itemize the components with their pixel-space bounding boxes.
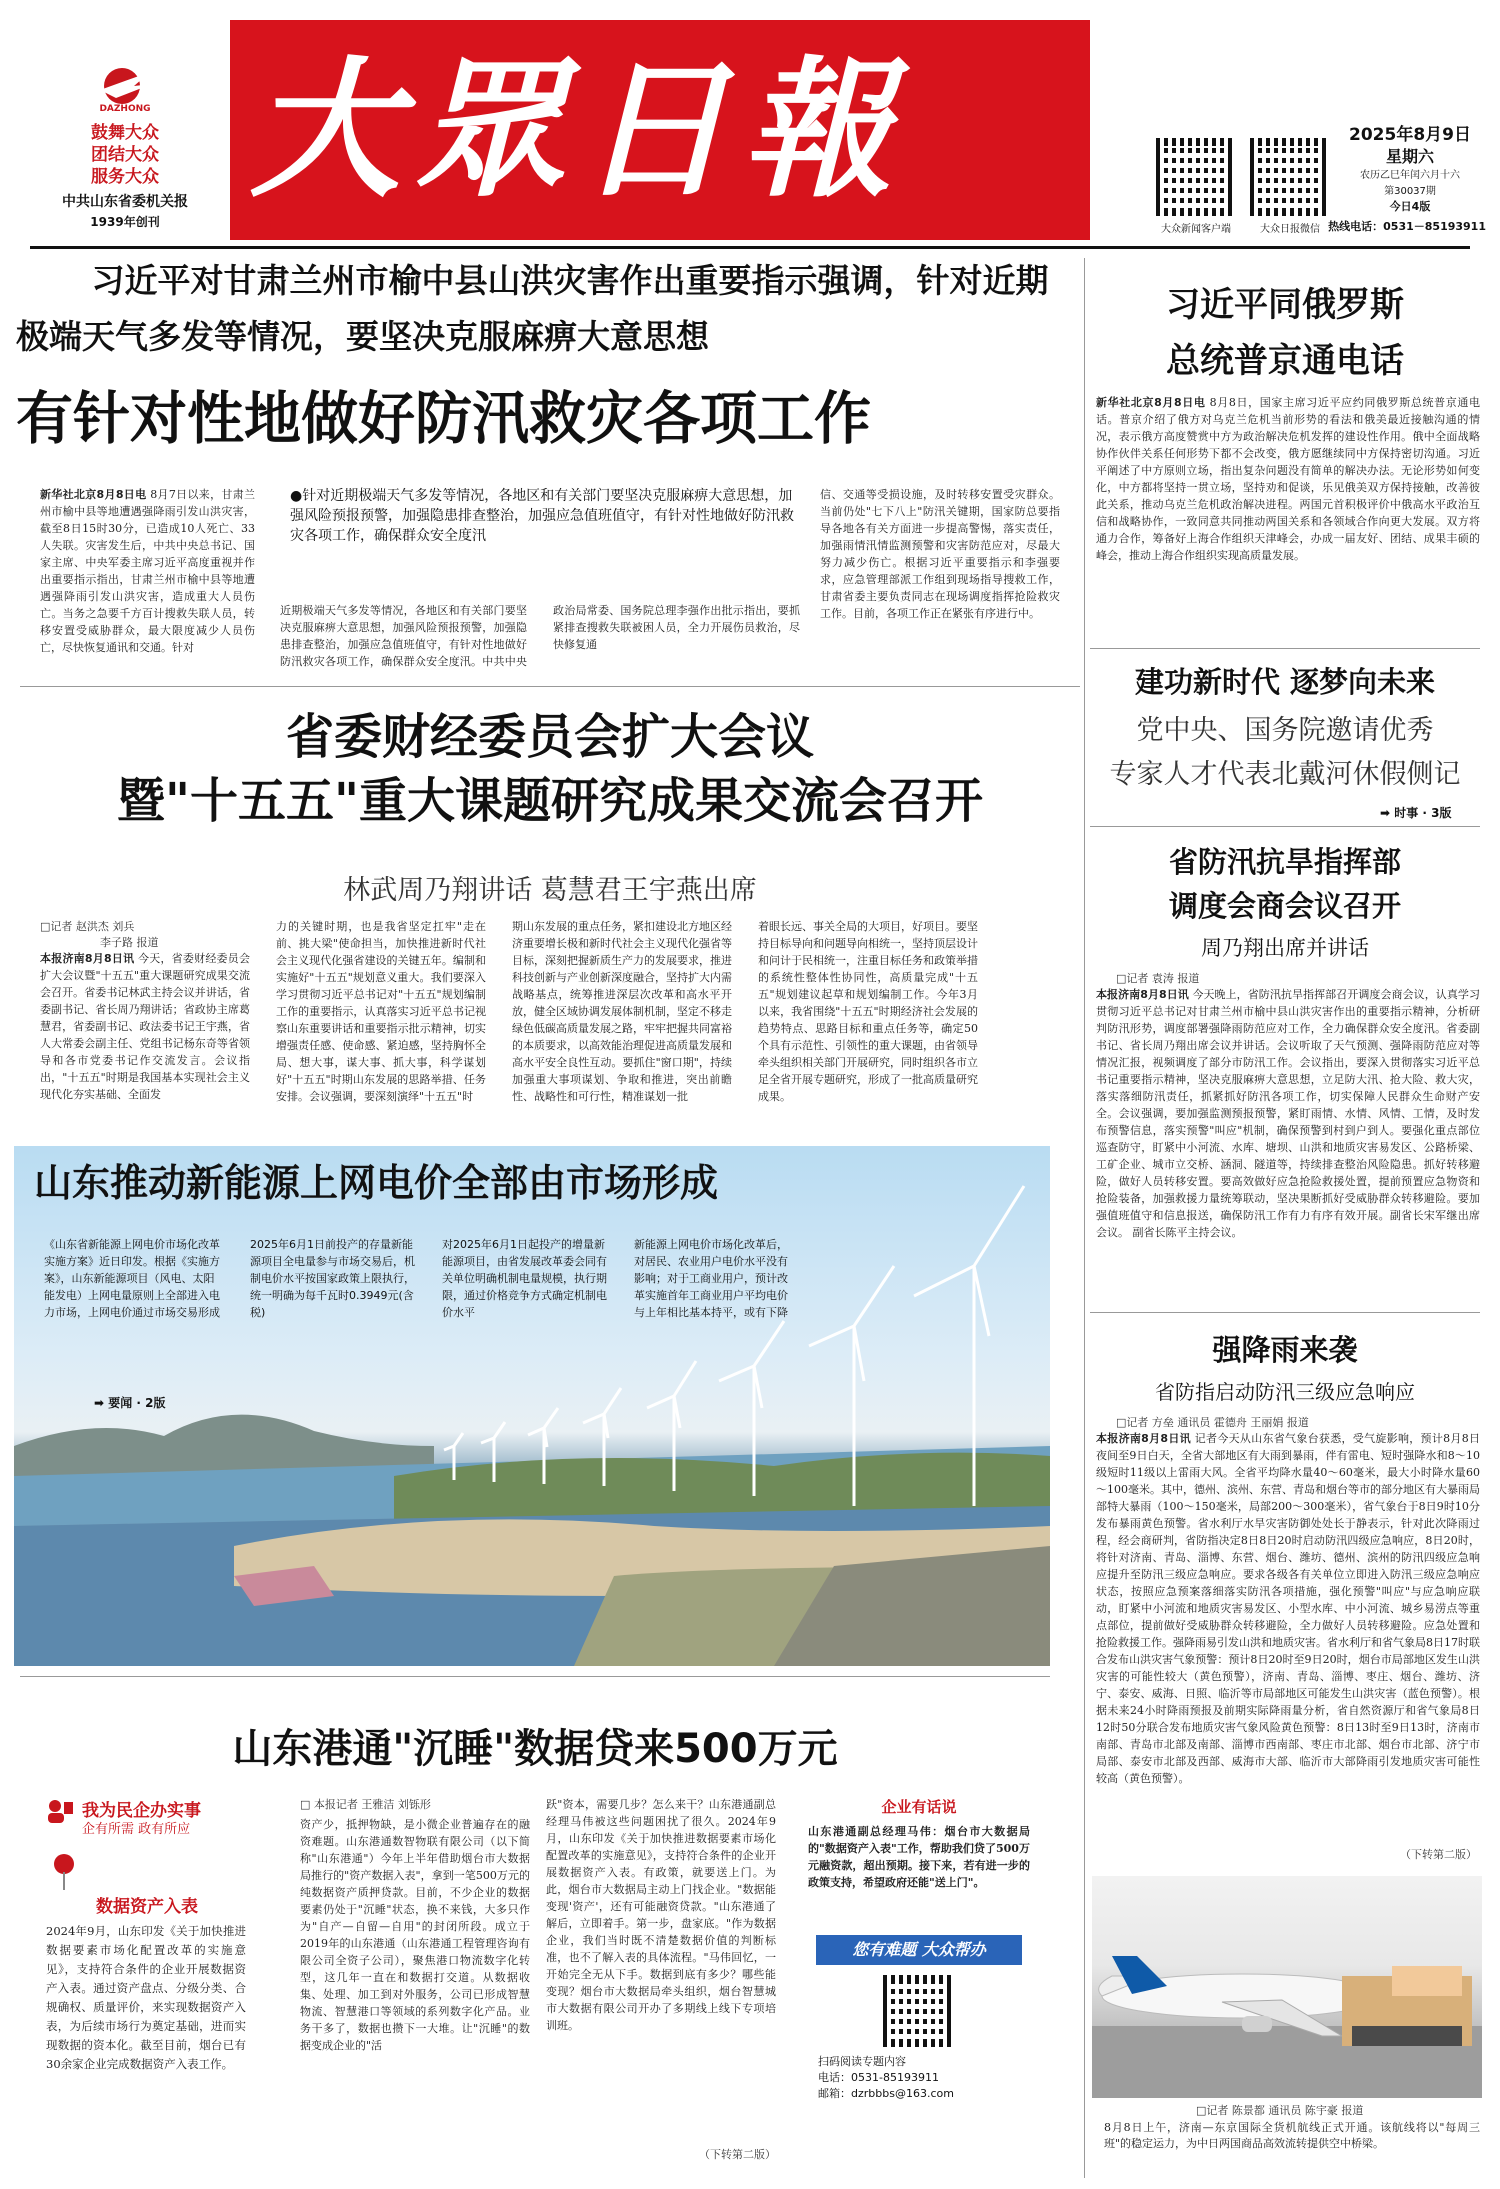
finance-headline-1: 省委财经委员会扩大会议 — [285, 709, 814, 765]
date-block — [1340, 124, 1480, 215]
qr-code-app-icon[interactable] — [1156, 138, 1234, 216]
issue-number: 第30037期 — [1384, 186, 1436, 197]
port-email[interactable]: 邮箱：dzrbbbs@163.com — [818, 2087, 954, 2100]
lead-kicker-2: 极端天气多发等情况，要坚决克服麻痹大意思想 — [16, 317, 709, 356]
finance-byline-2: 李子路 报道 — [100, 936, 159, 949]
rain-dateline: 本报济南8月8日讯 — [1096, 1432, 1191, 1445]
qr1-label: 大众新闻客户端 — [1161, 224, 1231, 235]
port-headline: 山东港通"沉睡"数据贷来500万元 — [232, 1726, 838, 1772]
port-col-2 — [546, 1796, 776, 2166]
putin-headline-2: 总统普京通电话 — [1166, 341, 1404, 381]
flood-hq-text: 今天晚上，省防汛抗旱指挥部召开调度会商会议，认真学习贯彻习近平总书记对甘肃兰州市榆中县山洪灾害作出的重要指示精神，分析研判防汛形势，调度部署强降雨防范应对工作，全力确保群众安全度汛。省委副书记、省长周乃翔出席会议并讲话。会议听取了天气预测、强降雨防范应对等情况汇报，视频调度了部分市防汛工作。会议指出，要深入贯彻落实习近平总书记重要指示精神，坚决克服麻痹大意思想，立足防大汛、抢大险、救大灾，落实落细防汛责任，抓紧抓好防汛各项工作，切实保障人民群众生命财产安全。会议强调，要加强监测预报预警，紧盯雨情、水情、风情、工情，及时发布预警信息，落实预警"叫应"机制，确保预警到村到户到人。要强化重点部位巡查防守，盯紧中小河流、水库、塘坝、山洪和地质灾害易发区、公路桥梁、工矿企业、城市立交桥、涵洞、隧道等，持续排查整治风险隐患。抓好转移避险，做好人员转移安置。要高效做好应急抢险救援处置，提前预置应急物资和抢险装备，加强救援力量统筹联动，坚决果断抓好受威胁群众转移避险。要加强值班值守和信息报送，确保防汛工作有力有序有效开展。副省长宋军继出席会议。 — [1096, 988, 1480, 1239]
port-voice-text: 山东港通副总经理马伟：烟台市大数据局的"数据资产入表"工作，帮助我们贷了500万元融资款，超出预期。接下来，若有进一步的政策支持，希望政府还能"送上门"。 — [808, 1825, 1030, 1889]
rain-body — [1096, 1430, 1480, 1844]
wind-farm-scene-icon — [14, 1146, 1050, 1666]
cargo-plane-photo — [1092, 1876, 1482, 2098]
brand-block — [50, 64, 200, 234]
flood-hq-headline-1: 省防汛抗旱指挥部 — [1168, 845, 1401, 879]
brand-en: DAZHONG — [99, 104, 151, 114]
lead-col-3: 信、交通等受损设施，及时转移安置受灾群众。当前仍处"七下八上"防汛关键期，国家防总要指导各地各有关方面进一步提高警惕，落实责任，加强雨情汛情监测预警和灾害防范应对，尽最大努力减少伤亡。根据习近平重要指示和李强要求，应急管理部派工作组到现场指导搜救工作，甘肃省委主要负责同志在现场调度指挥抢险救灾工作。目前，各项工作正在紧张有序进行中。 — [820, 488, 1060, 620]
qr2-label: 大众日报微信 — [1260, 224, 1320, 235]
finance-headline-2: 暨"十五五"重大课题研究成果交流会召开 — [116, 773, 984, 829]
port-qr-code-icon[interactable] — [883, 1975, 955, 2047]
slogan-3: 服务大众 — [91, 167, 159, 187]
flood-hq-dateline: 本报济南8月8日讯 — [1096, 988, 1189, 1001]
flood-hq-bottom-rule — [1090, 1312, 1480, 1313]
lead-highlight: ●针对近期极端天气多发等情况，各地区和有关部门要坚决克服麻痹大意思想，加强风险预报预警，加强隐患排查整治，加强应急值班值守，有针对性地做好防汛救灾各项工作，确保群众安全度汛 — [290, 488, 794, 544]
experts-jump[interactable]: ➡ 时事 · 3版 — [1380, 806, 1452, 820]
page-count: 今日4版 — [1389, 200, 1431, 213]
energy-box-3: 对2025年6月1日起投产的增量新能源项目，由省发展改革委会同有关单位明确机制电量规模，执行期限，通过价格竞争方式确定机制电价水平 — [442, 1238, 607, 1319]
port-column-slogan: 企有所需 政有所应 — [82, 1822, 191, 1837]
finance-col-1 — [40, 918, 250, 1148]
pushpin-icon — [50, 1852, 80, 1892]
port-byline: □ 本报记者 王雅洁 刘铄形 — [300, 1798, 431, 1811]
port-voice-title: 企业有话说 — [881, 1798, 957, 1816]
flood-hq-deputy: 副省长陈平主持会议。 — [1132, 1226, 1243, 1239]
port-col-2-jump[interactable]: （下转第二版） — [699, 2148, 776, 2161]
weekday: 星期六 — [1385, 147, 1434, 166]
experts-bottom-rule — [1090, 826, 1480, 827]
issue-date: 2025年8月9日 — [1349, 125, 1471, 145]
energy-box-2: 2025年6月1日前投产的存量新能源项目全电量参与市场交易后，机制电价水平按国家政策上限执行，统一明确为每千瓦时0.3949元(含税) — [250, 1238, 415, 1319]
energy-jump[interactable]: ➡ 要闻 · 2版 — [94, 1396, 166, 1410]
experts-headline: 建功新时代 逐梦向未来 — [1134, 665, 1436, 699]
port-side-column — [46, 1796, 256, 2156]
port-scan-text: 扫码阅读专题内容 — [818, 2055, 906, 2068]
rain-jump[interactable]: （下转第二版） — [1400, 1848, 1477, 1861]
slogan-2: 团结大众 — [91, 145, 159, 165]
finance-sub: 林武周乃翔讲话 葛慧君王宇燕出席 — [343, 875, 757, 906]
experts-sub-1: 党中央、国务院邀请优秀 — [1136, 715, 1434, 746]
newspaper-title: 大眾日報 — [250, 42, 907, 218]
helper-person-icon — [46, 1798, 74, 1824]
energy-box-4: 新能源上网电价市场化改革后，对居民、农业用户电价水平没有影响；对于工商业用户，预计改革实施首年工商业用户平均电价与上年相比基本持平，或有下降 — [634, 1238, 788, 1319]
wind-farm-photo — [14, 1146, 1050, 1666]
organ-info — [50, 192, 200, 232]
finance-col-2: 力的关键时期，也是我省坚定扛牢"走在前、挑大梁"使命担当，加快推进新时代社会主义现代化强省建设的关键五年。编制和实施好"十五五"规划意义重大。我们要深入学习贯彻习近平总书记对"十五五"规划编制工作的重要指示，认真落实习近平总书记视察山东重要讲话和重要指示批示精神，切实增强责任感、使命感、紧迫感，坚持胸怀全局、想大事，谋大事、抓大事，科学谋划好"十五五"时期山东发展的思路举措、任务安排。会议强调，要深刻演绎"十五五"时 — [276, 920, 486, 1103]
finance-col-4: 着眼长远、事关全局的大项目，好项目。要坚持目标导向和问题导向相统一，坚持顶层设计和问计于民相统一，注重目标任务和政策举措的系统性整体性协同性，高质量完成"十五五"规划建议起草和规划编制工作。今年3月以来，我省围绕"十五五"时期经济社会发展的趋势特点、思路目标和重点任务等，确定50个具有示范性、引领性的重大课题，由省领导牵头组织相关部门开展研究，同时组织各市立足全省开展专题研究，形成了一批高质量研究成果。 — [758, 920, 978, 1103]
finance-dateline: 本报济南8月8日讯 — [40, 952, 135, 965]
masthead-rule — [30, 246, 1470, 249]
finance-col-3: 期山东发展的重点任务，紧扣建设北方地区经济重要增长极和新时代社会主义现代化强省等目标，深刻把握新质生产力的发展要求，推进科技创新与产业创新深度融合，坚持扩大内需战略基点，统筹推进深层次改革和高水平开放，健全区域协调发展体制机制，坚定不移走绿色低碳高质量发展之路，牢牢把握共同富裕的本质要求，以高效能治理促进高质量发展和高水平安全良性互动。要抓住"窗口期"，持续加强重大事项谋划、争取和推进，突出前瞻性、战略性和可行性，精准谋划一批 — [512, 920, 732, 1103]
rain-byline: □记者 方垒 通讯员 霍德舟 王丽娟 报道 — [1116, 1416, 1309, 1429]
putin-bottom-rule — [1090, 648, 1480, 649]
dazhong-logo-icon — [94, 64, 156, 106]
airport-caption: 8月8日上午，济南—东京国际全货机航线正式开通。该航线将以"每周三班"的稳定运力，为中日两国商品高效流转提供空中桥梁。 — [1104, 2121, 1480, 2150]
masthead-title-block — [230, 20, 1090, 240]
hotline: 热线电话：0531－85193911 — [1328, 220, 1486, 233]
energy-bottom-rule — [20, 1676, 1050, 1677]
putin-dateline: 新华社北京8月8日电 — [1096, 396, 1206, 409]
lead-kicker-1: 习近平对甘肃兰州市榆中县山洪灾害作出重要指示强调，针对近期 — [91, 261, 1049, 300]
airport-byline: □记者 陈景都 通讯员 陈宇豪 报道 — [1196, 2104, 1364, 2117]
slogan-1: 鼓舞大众 — [91, 123, 159, 143]
lead-col-1 — [40, 486, 255, 676]
port-col-1-text: 资产少，抵押物缺，是小微企业普遍存在的融资难题。山东港通数智物联有限公司（以下简称"山东港通"）今年上半年借助烟台市大数据局推行的"资产数据入表"，拿到一笔500万元的纯数据资产质押贷款。目前，不少企业的数据要素仍处于"沉睡"状态，换不来钱，大多只作为"自产—自留—自用"的封闭所段。成立于2019年的山东港通（山东港通工程管理咨询有限公司全资子公司），聚焦港口物流数字化转型，这几年一直在和数据打交道。从数据收集、处理、加工到对外服务，公司已形成智慧物流、智慧港口等领域的系列数字化产品。业务干多了，数据也攒下一大堆。让"沉睡"的数据变成企业的"活 — [300, 1818, 530, 2052]
founded-year: 1939年创刊 — [90, 215, 160, 229]
port-col-1 — [300, 1796, 530, 2166]
lead-dateline: 新华社北京8月8日电 — [40, 488, 147, 501]
finance-col-1-text: 今天，省委财经委员会扩大会议暨"十五五"重大课题研究成果交流会召开。省委书记林武主持会议并讲话，省委副书记、省长周乃翔讲话；省政协主席葛慧君，省委副书记、政法委书记王宇燕，省人大常委会副主任、党组书记杨东奇等省领导和各市党委书记作交流发言。会议指出，"十五五"时期是我国基本实现社会主义现代化夯实基础、全面发 — [40, 952, 250, 1101]
flood-hq-headline-2: 调度会商会议召开 — [1168, 889, 1401, 923]
lead-col-2: 近期极端天气多发等情况，各地区和有关部门要坚决克服麻痹大意思想，加强风险预报预警，加强隐患排查整治，加强应急值班值守，有针对性地做好防汛救灾各项工作，确保群众安全度汛。中共中央政治局常委、国务院总理李强作出批示指出，要抓紧排查搜救失联被困人员，全力开展伤员救治，尽快修复通 — [280, 604, 800, 668]
flood-hq-sub: 周乃翔出席并讲话 — [1201, 936, 1369, 960]
rain-text: 记者今天从山东省气象台获悉，受气旋影响，预计8月8日夜间至9日白天，全省大部地区有大雨到暴雨，伴有雷电、短时强降水和8～10级短时11级以上雷雨大风。全省平均降水量40～60毫米，最大小时降水量60～100毫米。其中，德州、滨州、东营、青岛和烟台等市的部分地区有大暴雨局部特大暴雨（100～150毫米，局部200～300毫米），省气象台于8日9时10分发布暴雨黄色预警。省水利厅水旱灾害防御处处长于静表示，针对此次降雨过程，经会商研判，省防指决定8日8日20时启动防汛四级应急响应，8日20时，将针对济南、青岛、淄博、东营、烟台、潍坊、德州、滨州的防汛四级应急响应提升至防汛三级应急响应。要求各级各有关单位立即进入防汛三级应急响应状态，按照应急预案落细落实防汛各项措施，强化预警"叫应"与应急响应联动，盯紧中小河流和地质灾害易发区、小型水库、中小河流、城乡易涝点等重点部位，提前做好受威胁群众转移避险，全力做好人员转移避险。应急处置和抢险救援工作。强降雨易引发山洪和地质灾害。省水利厅和省气象局8日17时联合发布山洪灾害气象预警：预计8日20时至9日20时，烟台市局部地区发生山洪灾害的可能性较大（黄色预警），济南、青岛、淄博、枣庄、烟台、潍坊、济宁、泰安、威海、日照、临沂等市局部地区可能发生山洪灾害（蓝色预警）。根据未来24小时降雨预报及前期实际降雨量分析，省自然资源厅和省气象局8日12时50分联合发布地质灾害气象风险黄色预警：8日13时至9日13时，济南市南部、青岛市北部及南部、淄博市西南部、枣庄市北部、烟台市北部、济宁市局部、泰安市北部及西部、威海市大部、临沂市大部降雨引发地质灾害可能性较高（黄色预警）。 — [1096, 1432, 1480, 1785]
port-phone: 电话：0531-85193911 — [818, 2071, 939, 2084]
cargo-plane-icon — [1092, 1876, 1482, 2098]
port-side-title: 数据资产入表 — [96, 1897, 198, 1917]
organ-name: 中共山东省委机关报 — [62, 194, 188, 210]
lead-col-1-text: 8月7日以来，甘肃兰州市榆中县等地遭遇强降雨引发山洪灾害，截至8日15时30分，已造成10人死亡、33人失联。灾害发生后，中共中央总书记、国家主席、中央军委主席习近平高度重视并作出重要指示指出，甘肃兰州市榆中县等地遭遇强降雨引发山洪灾害，造成重大人员伤亡。当务之急要千方百计搜救失联人员，转移安置受威胁群众，最大限度减少人员伤亡，尽快恢复通讯和交通。针对 — [40, 488, 255, 654]
flood-hq-body — [1096, 986, 1480, 1286]
port-column-name: 我为民企办实事 — [82, 1801, 201, 1821]
lead-headline: 有针对性地做好防汛救灾各项工作 — [16, 386, 871, 452]
port-col-2-text: 跃"资本，需要几步？怎么来干？山东港通副总经理马伟被这些问题困扰了很久。2024年9月，山东印发《关于加快推进数据要素市场化配置改革的实施意见》，支持符合条件的企业开展数据资产入表。有政策，就要送上门。为此，烟台市大数据局主动上门找企业。"数据能变现'资产'，还有可能融资贷款。"山东港通了解后，立即着手。第一步，盘家底。"作为数据企业，我们当时既不清楚数据价值的判断标准，也不了解入表的具体流程。"马伟回忆，一开始完全无从下手。数据到底有多少？哪些能变现？烟台市大数据局牵头组织，烟台智慧城市大数据有限公司开办了多期线上线下专项培训班。 — [546, 1798, 776, 2032]
slogans — [50, 122, 200, 188]
lead-bottom-rule — [20, 686, 1080, 687]
lunar-date: 农历乙巳年闰六月十六 — [1360, 170, 1460, 181]
rain-headline: 强降雨来袭 — [1212, 1333, 1358, 1367]
flood-hq-byline: □记者 袁涛 报道 — [1116, 972, 1200, 985]
experts-sub-2: 专家人才代表北戴河休假侧记 — [1109, 759, 1461, 790]
port-voice-box — [808, 1796, 1030, 2166]
rain-sub: 省防指启动防汛三级应急响应 — [1155, 1380, 1415, 1404]
port-side-text: 2024年9月，山东印发《关于加快推进数据要素市场化配置改革的实施意见》，支持符合条件的企业开展数据资产入表。通过资产盘点、分级分类、合规确权、质量评价，来实现数据资产入表，为后续市场行为奠定基础，进而实现数据的资本化。截至目前，烟台已有30余家企业完成数据资产入表工作。 — [46, 1924, 246, 2071]
putin-headline-1: 习近平同俄罗斯 — [1166, 285, 1404, 325]
putin-text: 8月8日，国家主席习近平应约同俄罗斯总统普京通电话。普京介绍了俄方对乌克兰危机当前形势的看法和俄美最近接触沟通的情况，表示俄方高度赞赏中方为政治解决危机发挥的建设性作用。俄中全面战略协作伙伴关系任何形势下都不会改变，俄方愿继续同中方保持密切沟通。习近平阐述了中方原则立场，指出复杂问题没有简单的解决办法。无论形势如何变化，中方都将坚持一贯立场，坚持劝和促谈，乐见俄美双方保持接触，改善彼此关系，推动乌克兰危机政治解决进程。两国元首积极评价中俄高水平政治互信和战略协作，一致同意共同推动两国关系和各领域合作向更大发展。双方将通力合作，筹备好上海合作组织天津峰会，办成一届友好、团结、成果丰硕的峰会，推动上海合作组织实现高质量发展。 — [1096, 396, 1480, 562]
right-column-divider — [1084, 258, 1085, 2178]
finance-byline-1: □记者 赵洪杰 刘兵 — [40, 920, 135, 933]
energy-headline: 山东推动新能源上网电价全部由市场形成 — [34, 1161, 719, 1205]
qr-code-wechat-icon[interactable] — [1250, 138, 1328, 216]
energy-box-1: 《山东省新能源上网电价市场化改革实施方案》近日印发。根据《实施方案》，山东新能源项目（风电、太阳能发电）上网电量原则上全部进入电力市场，上网电价通过市场交易形成 — [44, 1238, 220, 1319]
putin-body — [1096, 394, 1480, 634]
port-help-banner[interactable]: 您有难题 大众帮办 — [816, 1935, 1022, 1965]
